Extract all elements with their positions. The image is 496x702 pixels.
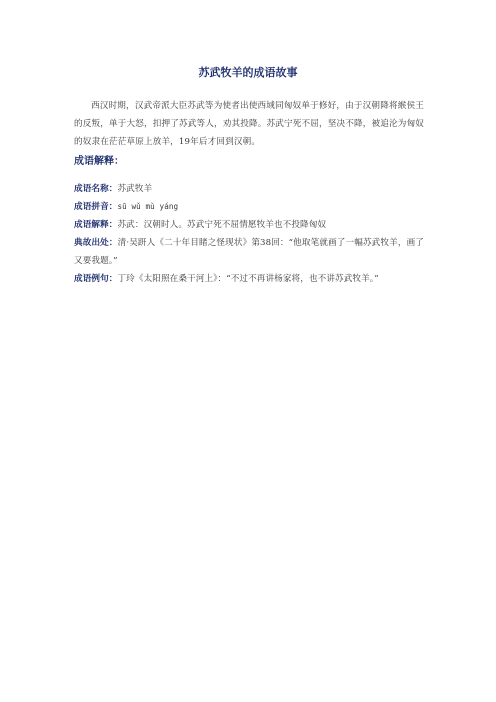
entry-source (74, 234, 424, 270)
entry-explanation (74, 216, 424, 234)
entry-name-value: 苏武牧羊 (117, 184, 153, 194)
entry-name (74, 180, 424, 198)
section-heading: 成语解释： (74, 156, 124, 167)
entry-example-label: 成语例句： (74, 274, 118, 284)
entry-example (74, 270, 424, 288)
entry-source-value: 清·吴趼人《二十年目睹之怪现状》第38回：“他取笔就画了一幅苏武牧羊，画了又要我题。” (74, 238, 424, 266)
entry-explanation-label: 成语解释： (74, 220, 118, 230)
entry-pinyin-value: sū wǔ mù yáng (117, 202, 179, 211)
entry-pinyin-label: 成语拼音： (74, 202, 118, 212)
entry-explanation-value: 苏武：汉朝时人。苏武宁死不屈情愿牧羊也不投降匈奴 (117, 220, 327, 230)
idiom-entries (74, 180, 424, 288)
entry-pinyin (74, 198, 424, 216)
document-title: 苏武牧羊的成语故事 (198, 66, 298, 79)
intro-paragraph: 西汉时期，汉武帝派大臣苏武等为使者出使西域同匈奴单于修好，由于汉朝降将緱侯王的反叛，单于大怒，扣押了苏武等人，劝其投降。苏武宁死不屈，坚决不降，被追沦为匈奴的奴隶在茫茫草原上放羊，19年后才回到汉朝。 (74, 101, 424, 147)
entry-example-value: 丁玲《太阳照在桑干河上》：“不过不再讲杨家将，也不讲苏武牧羊。” (117, 274, 379, 284)
entry-name-label: 成语名称： (74, 184, 118, 194)
entry-source-label: 典故出处： (74, 238, 118, 248)
